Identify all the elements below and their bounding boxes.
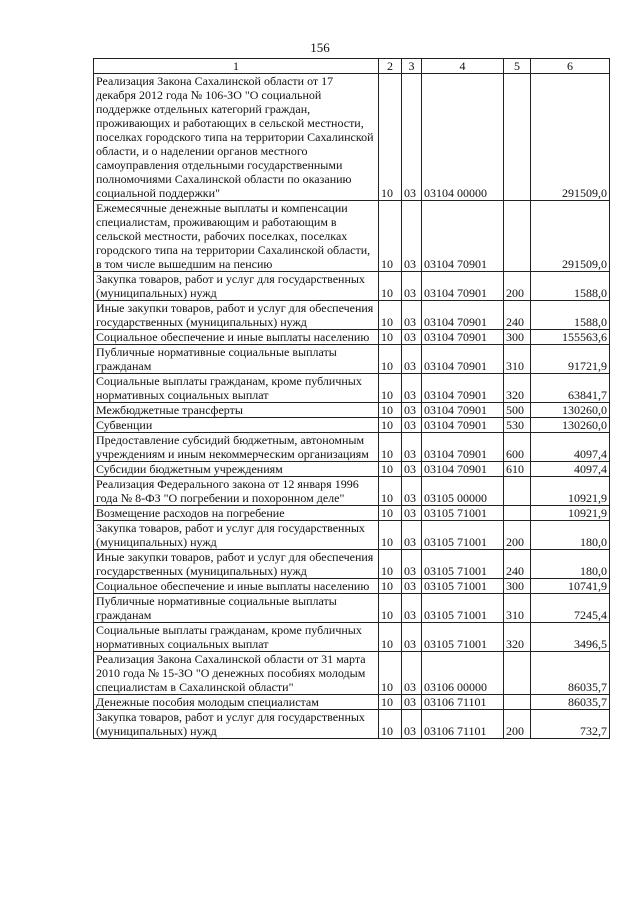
amount: 7245,4 (531, 594, 610, 623)
row-description: Социальное обеспечение и иные выплаты населению (94, 330, 379, 345)
row-description: Иные закупки товаров, работ и услуг для обеспечения государственных (муниципальных) нужд (94, 301, 379, 330)
target-article-code: 03104 70901 (422, 345, 504, 374)
subsection-code: 03 (402, 652, 422, 695)
row-description: Публичные нормативные социальные выплаты гражданам (94, 345, 379, 374)
row-description: Реализация Закона Сахалинской области от 17 декабря 2012 года № 106-ЗО "О социальной поддержке отдельных категорий граждан, проживающих и работающих в сельской местности, поселках городского типа на территории Сахалинской области, и о наделении органов местного самоуправления отдельными государственными полномочиями Сахалинской области по оказанию социальной поддержки" (94, 74, 379, 201)
target-article-code: 03105 71001 (422, 579, 504, 594)
section-code: 10 (379, 623, 402, 652)
amount: 3496,5 (531, 623, 610, 652)
amount: 91721,9 (531, 345, 610, 374)
target-article-code: 03104 00000 (422, 74, 504, 201)
target-article-code: 03105 71001 (422, 594, 504, 623)
target-article-code: 03105 71001 (422, 506, 504, 521)
subsection-code: 03 (402, 462, 422, 477)
table-row (94, 272, 610, 301)
amount: 180,0 (531, 521, 610, 550)
subsection-code: 03 (402, 201, 422, 272)
section-code: 10 (379, 403, 402, 418)
header-col-1: 1 (94, 59, 379, 74)
table-row (94, 695, 610, 710)
subsection-code: 03 (402, 695, 422, 710)
expense-type-code (504, 695, 531, 710)
table-row (94, 506, 610, 521)
section-code: 10 (379, 477, 402, 506)
table-row (94, 477, 610, 506)
target-article-code: 03104 70901 (422, 330, 504, 345)
section-code: 10 (379, 695, 402, 710)
row-description: Социальные выплаты гражданам, кроме публичных нормативных социальных выплат (94, 623, 379, 652)
amount: 86035,7 (531, 652, 610, 695)
amount: 155563,6 (531, 330, 610, 345)
target-article-code: 03104 70901 (422, 433, 504, 462)
row-description: Субсидии бюджетным учреждениям (94, 462, 379, 477)
page-number: 156 (310, 40, 330, 55)
expense-type-code: 300 (504, 579, 531, 594)
header-col-3: 3 (402, 59, 422, 74)
expense-type-code: 310 (504, 594, 531, 623)
section-code: 10 (379, 521, 402, 550)
subsection-code: 03 (402, 477, 422, 506)
target-article-code: 03106 71101 (422, 710, 504, 739)
section-code: 10 (379, 506, 402, 521)
section-code: 10 (379, 652, 402, 695)
target-article-code: 03105 71001 (422, 521, 504, 550)
row-description: Иные закупки товаров, работ и услуг для обеспечения государственных (муниципальных) нужд (94, 550, 379, 579)
budget-table (93, 58, 610, 739)
subsection-code: 03 (402, 623, 422, 652)
row-description: Социальное обеспечение и иные выплаты населению (94, 579, 379, 594)
row-description: Денежные пособия молодым специалистам (94, 695, 379, 710)
expense-type-code: 530 (504, 418, 531, 433)
section-code: 10 (379, 462, 402, 477)
section-code: 10 (379, 433, 402, 462)
expense-type-code: 240 (504, 301, 531, 330)
expense-type-code: 200 (504, 272, 531, 301)
amount: 130260,0 (531, 418, 610, 433)
row-description: Субвенции (94, 418, 379, 433)
expense-type-code (504, 652, 531, 695)
section-code: 10 (379, 272, 402, 301)
table-row (94, 74, 610, 201)
section-code: 10 (379, 418, 402, 433)
section-code: 10 (379, 301, 402, 330)
amount: 10921,9 (531, 477, 610, 506)
header-row (94, 59, 610, 74)
target-article-code: 03104 70901 (422, 374, 504, 403)
subsection-code: 03 (402, 272, 422, 301)
table-row (94, 418, 610, 433)
target-article-code: 03105 00000 (422, 477, 504, 506)
expense-type-code: 500 (504, 403, 531, 418)
expense-type-code: 610 (504, 462, 531, 477)
section-code: 10 (379, 74, 402, 201)
subsection-code: 03 (402, 345, 422, 374)
row-description: Реализация Федерального закона от 12 января 1996 года № 8-ФЗ "О погребении и похоронном деле" (94, 477, 379, 506)
row-description: Ежемесячные денежные выплаты и компенсации специалистам, проживающим и работающим в сельской местности, рабочих поселках, поселках городского типа на территории Сахалинской области, в том числе вышедшим на пенсию (94, 201, 379, 272)
row-description: Межбюджетные трансферты (94, 403, 379, 418)
subsection-code: 03 (402, 74, 422, 201)
subsection-code: 03 (402, 594, 422, 623)
subsection-code: 03 (402, 418, 422, 433)
target-article-code: 03104 70901 (422, 462, 504, 477)
expense-type-code: 600 (504, 433, 531, 462)
expense-type-code: 320 (504, 623, 531, 652)
target-article-code: 03104 70901 (422, 418, 504, 433)
subsection-code: 03 (402, 374, 422, 403)
table-row (94, 579, 610, 594)
table-row (94, 330, 610, 345)
table-row (94, 652, 610, 695)
section-code: 10 (379, 201, 402, 272)
amount: 291509,0 (531, 201, 610, 272)
row-description: Социальные выплаты гражданам, кроме публичных нормативных социальных выплат (94, 374, 379, 403)
expense-type-code (504, 477, 531, 506)
section-code: 10 (379, 345, 402, 374)
target-article-code: 03104 70901 (422, 201, 504, 272)
table-row (94, 623, 610, 652)
amount: 1588,0 (531, 301, 610, 330)
target-article-code: 03105 71001 (422, 550, 504, 579)
expense-type-code (504, 506, 531, 521)
amount: 4097,4 (531, 433, 610, 462)
amount: 10921,9 (531, 506, 610, 521)
header-col-2: 2 (379, 59, 402, 74)
subsection-code: 03 (402, 550, 422, 579)
expense-type-code: 320 (504, 374, 531, 403)
row-description: Возмещение расходов на погребение (94, 506, 379, 521)
target-article-code: 03105 71001 (422, 623, 504, 652)
section-code: 10 (379, 710, 402, 739)
row-description: Реализация Закона Сахалинской области от 31 марта 2010 года № 15-ЗО "О денежных пособиях молодым специалистам в Сахалинской области" (94, 652, 379, 695)
amount: 180,0 (531, 550, 610, 579)
header-col-6: 6 (531, 59, 610, 74)
subsection-code: 03 (402, 301, 422, 330)
section-code: 10 (379, 594, 402, 623)
table-row (94, 433, 610, 462)
expense-type-code: 310 (504, 345, 531, 374)
expense-type-code: 200 (504, 710, 531, 739)
subsection-code: 03 (402, 506, 422, 521)
subsection-code: 03 (402, 579, 422, 594)
target-article-code: 03106 00000 (422, 652, 504, 695)
expense-type-code: 240 (504, 550, 531, 579)
amount: 130260,0 (531, 403, 610, 418)
subsection-code: 03 (402, 403, 422, 418)
expense-type-code (504, 201, 531, 272)
row-description: Закупка товаров, работ и услуг для государственных (муниципальных) нужд (94, 710, 379, 739)
amount: 1588,0 (531, 272, 610, 301)
table-row (94, 521, 610, 550)
row-description: Предоставление субсидий бюджетным, автономным учреждениям и иным некоммерческим организациям (94, 433, 379, 462)
row-description: Закупка товаров, работ и услуг для государственных (муниципальных) нужд (94, 272, 379, 301)
expense-type-code (504, 74, 531, 201)
expense-type-code: 200 (504, 521, 531, 550)
table-body (94, 74, 610, 739)
target-article-code: 03104 70901 (422, 301, 504, 330)
amount: 291509,0 (531, 74, 610, 201)
target-article-code: 03104 70901 (422, 403, 504, 418)
table-row (94, 345, 610, 374)
table-row (94, 201, 610, 272)
section-code: 10 (379, 550, 402, 579)
table-row (94, 550, 610, 579)
table-row (94, 594, 610, 623)
subsection-code: 03 (402, 710, 422, 739)
subsection-code: 03 (402, 330, 422, 345)
subsection-code: 03 (402, 433, 422, 462)
row-description: Закупка товаров, работ и услуг для государственных (муниципальных) нужд (94, 521, 379, 550)
header-col-5: 5 (504, 59, 531, 74)
row-description: Публичные нормативные социальные выплаты гражданам (94, 594, 379, 623)
amount: 10741,9 (531, 579, 610, 594)
table-row (94, 301, 610, 330)
amount: 86035,7 (531, 695, 610, 710)
table-row (94, 403, 610, 418)
section-code: 10 (379, 579, 402, 594)
table-row (94, 710, 610, 739)
target-article-code: 03106 71101 (422, 695, 504, 710)
expense-type-code: 300 (504, 330, 531, 345)
amount: 732,7 (531, 710, 610, 739)
amount: 63841,7 (531, 374, 610, 403)
header-col-4: 4 (422, 59, 504, 74)
amount: 4097,4 (531, 462, 610, 477)
target-article-code: 03104 70901 (422, 272, 504, 301)
table-row (94, 374, 610, 403)
table-row (94, 462, 610, 477)
subsection-code: 03 (402, 521, 422, 550)
section-code: 10 (379, 374, 402, 403)
section-code: 10 (379, 330, 402, 345)
